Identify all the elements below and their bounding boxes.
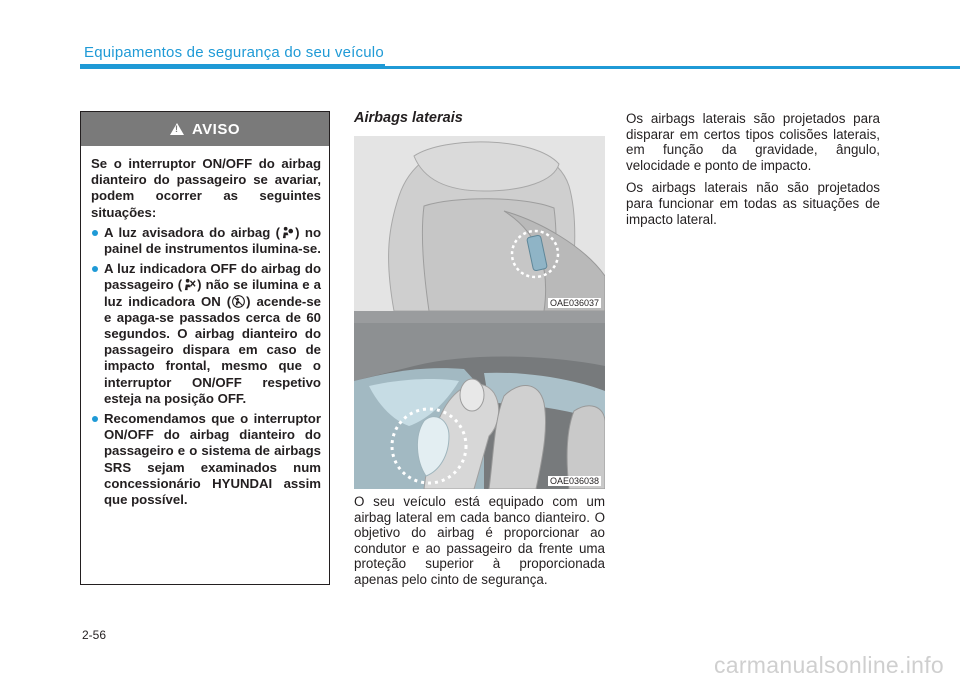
warning-intro: Se o interruptor ON/OFF do airbag dianteiro do passageiro se avariar, podem ocorrer as seguintes situações: (91, 156, 321, 220)
right-column-text (626, 111, 880, 234)
warning-title: AVISO (191, 120, 241, 138)
warning-item-text: ) no painel de instrumentos ilumina-se. (104, 224, 321, 257)
warning-item (91, 261, 321, 407)
section-title: Airbags laterais (354, 110, 463, 126)
warning-triangle-icon (170, 123, 184, 135)
warning-item-text: A luz avisadora do airbag ( (104, 224, 281, 240)
warning-item-text: ) acende-se e apaga-se passados cerca de 60 segundos. O airbag dianteiro do passageiro dispara em caso de impacto frontal, mesmo que o interruptor ON/OFF respetivo esteja na posição OFF. (104, 293, 321, 406)
warning-item: Recomendamos que o interruptor ON/OFF do airbag dianteiro do passageiro e o sistema de airbags SRS sejam examinados num concessionário HYUNDAI assim que possível. (91, 411, 321, 508)
airbag-warning-icon (281, 226, 294, 239)
figure-code: OAE036038 (549, 476, 599, 486)
passenger-airbag-off-icon (183, 278, 196, 291)
warning-body (81, 146, 329, 508)
passenger-airbag-on-icon (232, 295, 245, 308)
header-rule-accent (80, 64, 385, 69)
watermark: carmanualsonline.info (713, 652, 944, 678)
warning-item (91, 225, 321, 257)
warning-header (81, 112, 329, 146)
seat-illustration (354, 136, 605, 311)
warning-list (91, 225, 321, 508)
paragraph: Os airbags laterais não são projetados para funcionar em todas as situações de impacto lateral. (626, 180, 880, 227)
figure-code: OAE036037 (549, 298, 599, 308)
middle-column-text (354, 494, 605, 595)
warning-item-text: ) não se ilumina e a luz indicadora ON ( (104, 277, 321, 309)
page-number: 2-56 (82, 628, 107, 642)
section-header-title: Equipamentos de segurança do seu veículo (84, 44, 384, 61)
warning-box (80, 111, 330, 585)
cabin-illustration (354, 311, 605, 489)
paragraph: O seu veículo está equipado com um airbag lateral em cada banco dianteiro. O objetivo do airbag é proporcionar ao condutor e ao passageiro da frente uma proteção superior à proporcionada apenas pelo cinto de segurança. (354, 494, 605, 587)
paragraph: Os airbags laterais são projetados para disparar em certos tipos colisões laterais, em função da gravidade, ângulo, velocidade e ponto de impacto. (626, 111, 880, 173)
cabin-side-airbag-figure (354, 311, 605, 489)
warning-item-text: A luz indicadora OFF do airbag do passageiro ( (104, 261, 321, 293)
seat-side-airbag-figure (354, 136, 605, 311)
